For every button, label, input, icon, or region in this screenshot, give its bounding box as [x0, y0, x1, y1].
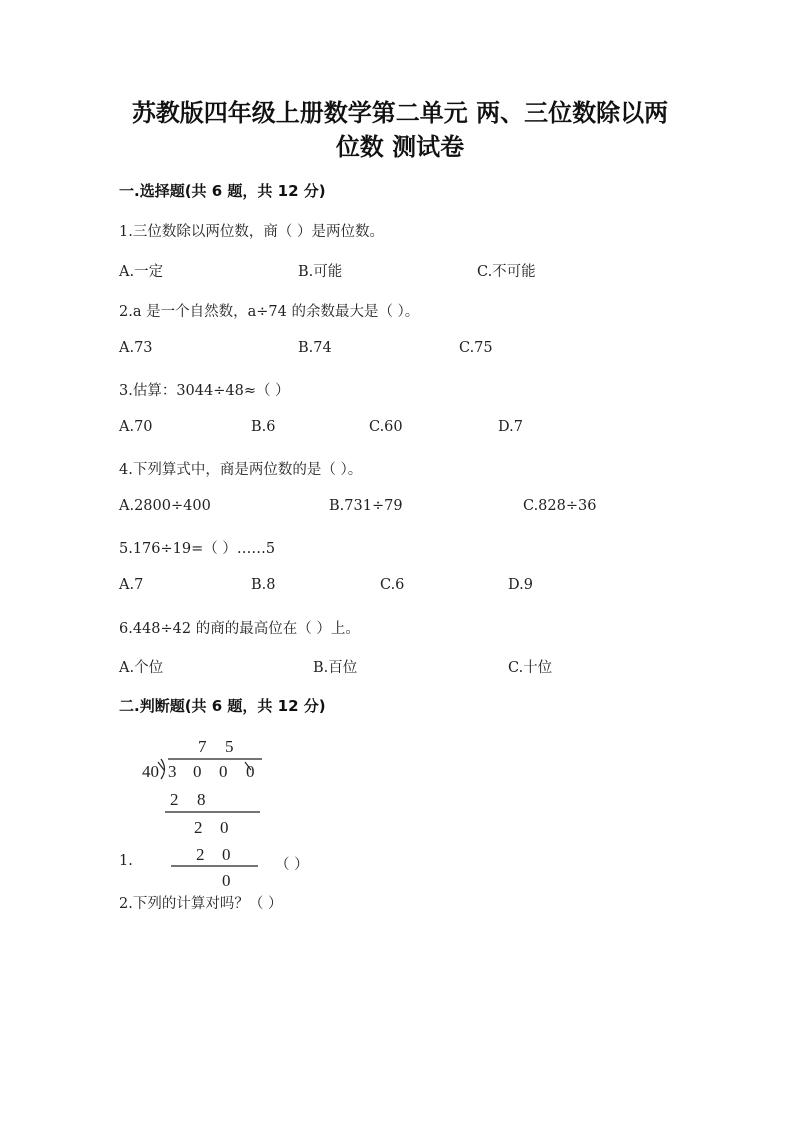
dividend-digit: 3: [168, 762, 177, 781]
long-division-figure: [140, 732, 270, 892]
question-3: 3.估算：3044÷48≈（ ）: [119, 383, 290, 399]
question-6-option-b[interactable]: B.百位: [313, 660, 358, 676]
remainder: 0: [222, 871, 231, 890]
worksheet-title-line1: 苏教版四年级上册数学第二单元 两、三位数除以两: [131, 99, 669, 127]
question-1: 1.三位数除以两位数，商（ ）是两位数。: [119, 224, 384, 240]
dividend-digit: 0: [193, 762, 202, 781]
question-2-option-b[interactable]: B.74: [298, 340, 332, 356]
question-5-option-b[interactable]: B.8: [251, 577, 276, 593]
question-5-option-d[interactable]: D.9: [508, 577, 533, 593]
divisor: 40: [142, 762, 159, 781]
question-5: 5.176÷19=（ ）……5: [119, 541, 276, 557]
step-digit: 2: [196, 845, 205, 864]
question-6: 6.448÷42 的商的最高位在（ ）上。: [119, 621, 360, 637]
judgement-2: 2.下列的计算对吗？（ ）: [119, 896, 283, 912]
question-3-option-d[interactable]: D.7: [498, 419, 523, 435]
question-1-option-a[interactable]: A.一定: [119, 264, 164, 280]
question-3-option-b[interactable]: B.6: [251, 419, 276, 435]
question-4-option-c[interactable]: C.828÷36: [523, 498, 597, 514]
question-2-option-c[interactable]: C.75: [459, 340, 493, 356]
question-3-option-a[interactable]: A.70: [119, 419, 153, 435]
dividend-digit: 0: [246, 762, 255, 781]
quotient-digit: 7: [198, 737, 207, 756]
quotient-digit: 5: [225, 737, 234, 756]
judgement-1-answer-blank[interactable]: （ ）: [275, 857, 309, 873]
question-6-option-a[interactable]: A.个位: [119, 660, 164, 676]
worksheet-title-line2: 位数 测试卷: [335, 133, 465, 161]
step-digit: 8: [197, 790, 206, 809]
question-4: 4.下列算式中，商是两位数的是（ ）。: [119, 462, 363, 478]
question-2-option-a[interactable]: A.73: [119, 340, 153, 356]
question-4-option-a[interactable]: A.2800÷400: [119, 498, 211, 514]
question-1-option-b[interactable]: B.可能: [298, 264, 343, 280]
question-3-option-c[interactable]: C.60: [369, 419, 403, 435]
section-judgement-heading: 二.判断题(共 6 题，共 12 分): [119, 697, 326, 715]
step-digit: 2: [170, 790, 179, 809]
dividend-digit: 0: [219, 762, 228, 781]
question-6-option-c[interactable]: C.十位: [508, 660, 553, 676]
step-digit: 0: [222, 845, 231, 864]
question-5-option-a[interactable]: A.7: [119, 577, 144, 593]
step-digit: 2: [194, 818, 203, 837]
judgement-1-number: 1.: [119, 853, 133, 869]
question-2: 2.a 是一个自然数，a÷74 的余数最大是（ ）。: [119, 304, 420, 320]
question-5-option-c[interactable]: C.6: [380, 577, 405, 593]
question-4-option-b[interactable]: B.731÷79: [329, 498, 403, 514]
question-1-option-c[interactable]: C.不可能: [477, 264, 536, 280]
section-choice-heading: 一.选择题(共 6 题，共 12 分): [119, 182, 326, 200]
step-digit: 0: [220, 818, 229, 837]
